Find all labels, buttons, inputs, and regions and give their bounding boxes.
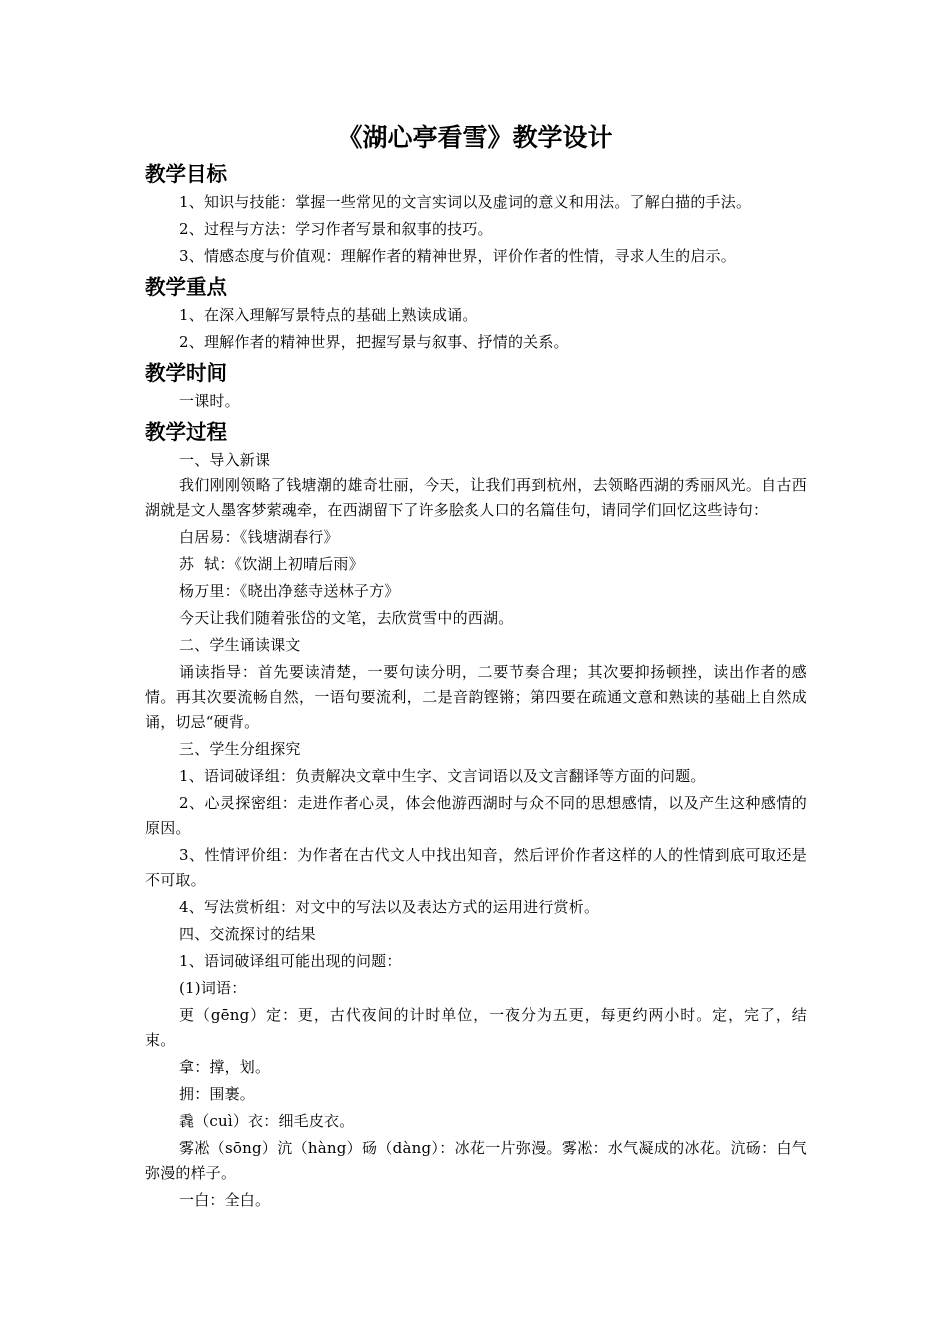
paragraph: 一白：全白。 <box>179 1191 271 1209</box>
paragraph: 毳（cuì）衣：细毛皮衣。 <box>179 1112 355 1130</box>
document-body <box>145 158 807 1215</box>
paragraph: 三、学生分组探究 <box>179 740 301 758</box>
paragraph: 1、在深入理解写景特点的基础上熟读成诵。 <box>179 306 478 324</box>
section-heading-process: 教学过程 <box>145 420 227 444</box>
section-heading-time: 教学时间 <box>145 361 227 385</box>
paragraph: 今天让我们随着张岱的文笔，去欣赏雪中的西湖。 <box>179 609 514 627</box>
paragraph: 苏 轼：《饮湖上初晴后雨》 <box>179 555 364 573</box>
paragraph: 一课时。 <box>179 392 240 410</box>
paragraph: 白居易：《钱塘湖春行》 <box>179 528 339 546</box>
paragraph: 我们刚刚领略了钱塘潮的雄奇壮丽，今天，让我们再到杭州，去领略西湖的秀丽风光。自古西湖就是文人墨客梦萦魂牵，在西湖留下了许多脍炙人口的名篇佳句，请同学们回忆这些诗句： <box>145 476 807 519</box>
paragraph: 1、知识与技能：掌握一些常见的文言实词以及虚词的意义和用法。了解白描的手法。 <box>179 193 752 211</box>
paragraph: 2、过程与方法：学习作者写景和叙事的技巧。 <box>179 220 493 238</box>
paragraph: 4、写法赏析组：对文中的写法以及表达方式的运用进行赏析。 <box>179 898 600 916</box>
paragraph: 1、语词破译组：负责解决文章中生字、文言词语以及文言翻译等方面的问题。 <box>179 767 706 785</box>
paragraph: 拿：撑，划。 <box>179 1058 271 1076</box>
paragraph: 更（gēng）定：更，古代夜间的计时单位，一夜分为五更，每更约两小时。定，完了，结束。 <box>145 1006 807 1049</box>
paragraph: 四、交流探讨的结果 <box>179 925 316 943</box>
paragraph: 2、理解作者的精神世界，把握写景与叙事、抒情的关系。 <box>179 333 569 351</box>
paragraph: 1、语词破译组可能出现的问题： <box>179 952 402 970</box>
paragraph: 3、性情评价组：为作者在古代文人中找出知音，然后评价作者这样的人的性情到底可取还是不可取。 <box>145 846 807 889</box>
document-title: 《湖心亭看雪》教学设计 <box>337 123 613 152</box>
section-heading-keypoints: 教学重点 <box>145 275 227 299</box>
paragraph: 2、心灵探密组：走进作者心灵，体会他游西湖时与众不同的思想感情，以及产生这种感情的原因。 <box>145 794 807 837</box>
paragraph: 诵读指导：首先要读清楚，一要句读分明，二要节奏合理；其次要抑扬顿挫，读出作者的感情。再其次要流畅自然，一语句要流利，二是音韵铿锵；第四要在疏通文意和熟读的基础上自然成诵，切忌“硬背。 <box>145 663 807 731</box>
paragraph: 3、情感态度与价值观：理解作者的精神世界，评价作者的性情，寻求人生的启示。 <box>179 247 736 265</box>
paragraph: (1)词语： <box>179 979 247 997</box>
paragraph: 杨万里：《晓出净慈寺送林子方》 <box>179 582 400 600</box>
paragraph: 拥：围裹。 <box>179 1085 256 1103</box>
paragraph: 二、学生诵读课文 <box>179 636 301 654</box>
section-heading-objectives: 教学目标 <box>145 162 227 186</box>
paragraph: 一、导入新课 <box>179 451 271 469</box>
paragraph: 雾凇（sōng）沆（hàng）砀（dàng）：冰花一片弥漫。雾凇：水气凝成的冰花。沆砀：白气弥漫的样子。 <box>145 1139 807 1182</box>
